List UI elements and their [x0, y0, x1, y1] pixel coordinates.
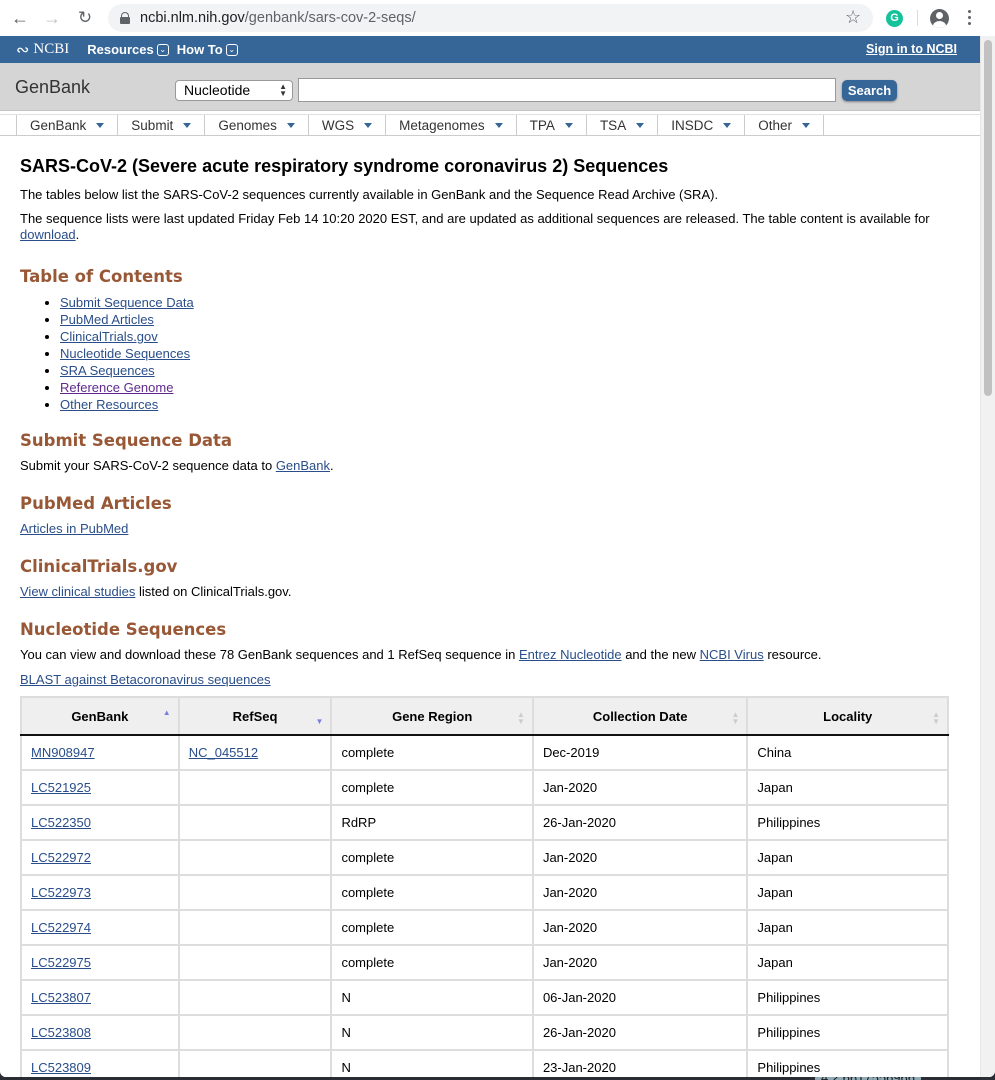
- sub-navigation: [0, 114, 980, 136]
- punctuation: .: [75, 227, 80, 242]
- table-cell-genbank: [21, 910, 179, 945]
- table-cell-gene-region: [331, 840, 533, 875]
- table-cell-gene-region: [331, 945, 533, 980]
- profile-avatar-icon[interactable]: [930, 9, 949, 28]
- main-content: [0, 156, 980, 1077]
- subnav-metagenomes[interactable]: [385, 115, 516, 135]
- more-menu-icon[interactable]: [968, 10, 972, 28]
- nucleotide-text: [20, 647, 960, 663]
- table-cell-collection-date: [533, 910, 747, 945]
- view-clinical-studies-link[interactable]: View clinical studies: [20, 584, 136, 599]
- table-row: [21, 980, 948, 1015]
- address-bar[interactable]: [108, 4, 873, 32]
- table-cell-genbank: [21, 945, 179, 980]
- ncbi-logo-text: NCBI: [33, 41, 70, 57]
- toc-link-sra[interactable]: SRA Sequences: [60, 363, 155, 378]
- subnav-tsa[interactable]: [586, 115, 657, 135]
- table-row: [21, 735, 948, 770]
- table-cell-locality: [747, 1050, 948, 1077]
- toc-link-submit[interactable]: Submit Sequence Data: [60, 295, 194, 310]
- collection-date-cell: Jan-2020: [542, 920, 598, 935]
- url-path: /genbank/sars-cov-2-seqs/: [244, 10, 416, 26]
- locality-cell: Japan: [757, 885, 793, 900]
- subnav-wgs[interactable]: [308, 115, 385, 135]
- genbank-accession-link[interactable]: LC523808: [31, 1025, 91, 1040]
- sort-both-icon: ▲ ▼: [731, 710, 740, 726]
- subnav-label: Submit: [131, 117, 174, 133]
- collection-date-cell: Jan-2020: [542, 780, 598, 795]
- database-select[interactable]: [175, 80, 293, 101]
- bookmark-star-icon[interactable]: ☆: [845, 7, 862, 27]
- subnav-label: GenBank: [30, 117, 87, 133]
- back-arrow-icon[interactable]: ←: [11, 8, 29, 28]
- locality-cell: Philippines: [757, 990, 821, 1005]
- locality-cell: Japan: [757, 780, 793, 795]
- sort-ascending-icon: ▲: [162, 708, 171, 717]
- table-cell-locality: [747, 805, 948, 840]
- subnav-label: WGS: [321, 117, 355, 133]
- clinicaltrials-heading: ClinicalTrials.gov: [20, 557, 178, 576]
- table-cell-collection-date: [533, 875, 747, 910]
- resources-menu-label: Resources: [87, 42, 154, 57]
- locality-cell: Japan: [757, 920, 793, 935]
- table-row: [21, 770, 948, 805]
- table-cell-locality: [747, 1015, 948, 1050]
- column-header-locality[interactable]: [747, 697, 948, 735]
- locality-cell: Philippines: [757, 815, 821, 830]
- gene-region-cell: N: [341, 1060, 351, 1075]
- dropdown-triangle-icon: [636, 123, 644, 128]
- table-cell-locality: [747, 735, 948, 770]
- pubmed-text: [20, 521, 960, 537]
- locality-cell: Japan: [757, 955, 793, 970]
- download-link[interactable]: download: [20, 227, 76, 242]
- intro-text: The tables below list the SARS-CoV-2 sequences currently available in GenBank and the Sequence Read Archive (SRA).: [20, 187, 719, 202]
- table-cell-collection-date: [533, 980, 747, 1015]
- punctuation: .: [330, 458, 334, 473]
- subnav-label: Metagenomes: [399, 117, 485, 133]
- dropdown-triangle-icon: [565, 123, 573, 128]
- column-label: Locality: [823, 708, 873, 724]
- table-cell-gene-region: [331, 1015, 533, 1050]
- lock-icon: [120, 12, 130, 24]
- toc-heading: Table of Contents: [20, 267, 183, 286]
- column-header-gene-region[interactable]: [331, 697, 533, 735]
- chevron-down-icon: ⌄: [226, 44, 238, 56]
- table-row: [21, 805, 948, 840]
- table-cell-refseq: [179, 840, 332, 875]
- table-cell-refseq: [179, 1015, 332, 1050]
- dropdown-triangle-icon: [183, 123, 191, 128]
- table-of-contents: [20, 294, 960, 413]
- table-cell-locality: [747, 770, 948, 805]
- subnav-insdc[interactable]: [657, 115, 744, 135]
- subnav-genomes[interactable]: [204, 115, 308, 135]
- subnav-tpa[interactable]: [516, 115, 586, 135]
- subnav-label: TSA: [599, 117, 627, 133]
- sign-in-link[interactable]: Sign in to NCBI: [866, 42, 957, 56]
- nucleotide-text-body: You can view and download these 78 GenBank sequences and 1 RefSeq sequence in: [20, 647, 519, 662]
- pubmed-heading: PubMed Articles: [20, 494, 172, 513]
- chevron-down-icon: ⌄: [157, 44, 169, 56]
- how-to-menu-label: How To: [176, 42, 223, 57]
- url-host: ncbi.nlm.nih.gov: [140, 10, 245, 26]
- subnav-other[interactable]: [744, 115, 824, 135]
- submit-text-body: Submit your SARS-CoV-2 sequence data to: [20, 458, 276, 473]
- toc-item: [60, 328, 960, 345]
- subnav-submit[interactable]: [117, 115, 204, 135]
- table-cell-locality: [747, 945, 948, 980]
- dropdown-triangle-icon: [495, 123, 503, 128]
- database-title: GenBank: [15, 77, 91, 97]
- locality-cell: China: [757, 745, 792, 760]
- genbank-accession-link[interactable]: LC523807: [31, 990, 91, 1005]
- genbank-accession-link[interactable]: LC522350: [31, 815, 91, 830]
- dropdown-triangle-icon: [96, 123, 104, 128]
- table-row: [21, 1015, 948, 1050]
- table-cell-collection-date: [533, 1050, 747, 1077]
- dropdown-triangle-icon: [802, 123, 810, 128]
- toc-link-pubmed[interactable]: PubMed Articles: [60, 312, 154, 327]
- toc-item: [60, 345, 960, 362]
- scrollbar-thumb[interactable]: [984, 40, 992, 396]
- table-cell-refseq: [179, 770, 332, 805]
- updated-text-body: The sequence lists were last updated Friday Feb 14 10:20 2020 EST, and are updated as additional sequences are released. The table content is available for: [20, 211, 930, 226]
- table-cell-gene-region: [331, 1050, 533, 1077]
- submit-text: [20, 458, 960, 474]
- genbank-accession-link[interactable]: LC522973: [31, 885, 91, 900]
- table-cell-genbank: [21, 1050, 179, 1077]
- subnav-label: Genomes: [218, 117, 277, 133]
- how-to-menu[interactable]: [177, 42, 238, 57]
- genbank-accession-link[interactable]: LC523809: [31, 1060, 91, 1075]
- table-cell-refseq: [179, 735, 332, 770]
- genbank-link[interactable]: GenBank: [275, 458, 331, 473]
- table-cell-locality: [747, 910, 948, 945]
- table-cell-genbank: [21, 980, 179, 1015]
- clinicaltrials-text-body: listed on ClinicalTrials.gov.: [135, 584, 292, 599]
- table-cell-genbank: [21, 840, 179, 875]
- reload-icon[interactable]: ↻: [77, 8, 93, 27]
- column-header-collection-date[interactable]: [533, 697, 747, 735]
- locality-cell: Japan: [757, 850, 793, 865]
- gene-region-cell: complete: [341, 780, 395, 795]
- table-cell-gene-region: [331, 770, 533, 805]
- subnav-label: INSDC: [671, 117, 714, 133]
- table-cell-collection-date: [533, 1015, 747, 1050]
- genbank-accession-link[interactable]: LC522972: [31, 850, 91, 865]
- subnav-label: TPA: [529, 117, 555, 133]
- table-cell-genbank: [21, 805, 179, 840]
- ncbi-header-bar: [0, 36, 980, 63]
- vertical-scrollbar[interactable]: [980, 36, 995, 1077]
- collection-date-cell: 26-Jan-2020: [542, 815, 616, 830]
- table-cell-refseq: [179, 910, 332, 945]
- toc-link-clinicaltrials[interactable]: ClinicalTrials.gov: [60, 329, 158, 344]
- table-row: [21, 910, 948, 945]
- table-cell-locality: [747, 840, 948, 875]
- table-cell-collection-date: [533, 770, 747, 805]
- forward-arrow-icon[interactable]: →: [43, 8, 61, 28]
- blast-text: [20, 672, 960, 688]
- gene-region-cell: N: [341, 1025, 351, 1040]
- submit-heading: Submit Sequence Data: [20, 431, 233, 450]
- genbank-accession-link[interactable]: LC522974: [31, 920, 91, 935]
- locality-cell: Philippines: [757, 1060, 821, 1075]
- genbank-accession-link[interactable]: LC522975: [31, 955, 91, 970]
- toc-item: [60, 379, 960, 396]
- table-cell-refseq: [179, 945, 332, 980]
- table-cell-gene-region: [331, 980, 533, 1015]
- column-header-genbank[interactable]: [21, 697, 179, 735]
- ncbi-logo[interactable]: [16, 40, 69, 59]
- table-header-row: [21, 697, 948, 735]
- table-row: [21, 1050, 948, 1077]
- table-cell-refseq: [179, 1050, 332, 1077]
- column-label: RefSeq: [232, 708, 278, 724]
- search-input[interactable]: [298, 78, 836, 102]
- locality-cell: Philippines: [757, 1025, 821, 1040]
- table-cell-gene-region: [331, 875, 533, 910]
- sort-descending-icon: ▼: [315, 717, 324, 726]
- toolbar-divider: [917, 10, 918, 26]
- sequence-table: [20, 696, 949, 1077]
- collection-date-cell: 06-Jan-2020: [542, 990, 616, 1005]
- collection-date-cell: Dec-2019: [542, 745, 600, 760]
- table-cell-collection-date: [533, 945, 747, 980]
- select-arrows-icon: ▲ ▼: [279, 82, 287, 98]
- sort-both-icon: ▲ ▼: [932, 710, 940, 726]
- browser-toolbar: [0, 0, 995, 36]
- table-body: [21, 735, 948, 1077]
- sort-both-icon: ▲ ▼: [517, 710, 525, 726]
- toc-item: [60, 294, 960, 311]
- table-row: [21, 840, 948, 875]
- toc-link-reference-genome[interactable]: Reference Genome: [60, 380, 174, 395]
- table-cell-refseq: [179, 980, 332, 1015]
- dropdown-triangle-icon: [364, 123, 372, 128]
- table-row: [21, 875, 948, 910]
- gene-region-cell: N: [341, 990, 351, 1005]
- toc-link-other-resources[interactable]: Other Resources: [60, 397, 159, 412]
- subnav-genbank[interactable]: [16, 115, 117, 135]
- table-cell-genbank: [21, 770, 179, 805]
- gene-region-cell: complete: [341, 745, 395, 760]
- table-cell-collection-date: [533, 840, 747, 875]
- gene-region-cell: RdRP: [341, 815, 377, 830]
- blast-link[interactable]: BLAST against Betacoronavirus sequences: [20, 672, 271, 687]
- table-cell-collection-date: [533, 735, 747, 770]
- genbank-accession-link[interactable]: MN908947: [31, 745, 95, 760]
- genbank-accession-link[interactable]: LC521925: [31, 780, 91, 795]
- column-label: Gene Region: [392, 708, 473, 724]
- gene-region-cell: complete: [341, 920, 395, 935]
- dropdown-triangle-icon: [723, 123, 731, 128]
- table-cell-gene-region: [331, 735, 533, 770]
- table-cell-genbank: [21, 875, 179, 910]
- table-cell-genbank: [21, 735, 179, 770]
- dropdown-triangle-icon: [287, 123, 295, 128]
- table-cell-collection-date: [533, 805, 747, 840]
- table-cell-gene-region: [331, 910, 533, 945]
- table-cell-locality: [747, 980, 948, 1015]
- grammarly-extension-icon[interactable]: G: [886, 10, 903, 27]
- toc-item: [60, 362, 960, 379]
- subnav-label: Other: [758, 117, 792, 133]
- table-cell-refseq: [179, 875, 332, 910]
- gene-region-cell: complete: [341, 955, 395, 970]
- toc-item: [60, 396, 960, 413]
- toc-link-nucleotide[interactable]: Nucleotide Sequences: [60, 346, 191, 361]
- collection-date-cell: 23-Jan-2020: [542, 1060, 616, 1075]
- collection-date-cell: 26-Jan-2020: [542, 1025, 616, 1040]
- table-cell-gene-region: [331, 805, 533, 840]
- ncbi-virus-link[interactable]: NCBI Virus: [699, 647, 764, 662]
- toc-item: [60, 311, 960, 328]
- column-label: GenBank: [71, 708, 129, 724]
- articles-in-pubmed-link[interactable]: Articles in PubMed: [20, 521, 129, 536]
- gene-region-cell: complete: [341, 885, 395, 900]
- entrez-nucleotide-link[interactable]: Entrez Nucleotide: [518, 647, 622, 662]
- page-title: SARS-CoV-2 (Severe acute respiratory syndrome coronavirus 2) Sequences: [20, 156, 669, 176]
- updated-text: [20, 211, 960, 243]
- nucleotide-text-body: resource.: [763, 647, 822, 662]
- collection-date-cell: Jan-2020: [542, 955, 598, 970]
- ncbi-helix-icon: ∾: [16, 40, 30, 59]
- table-cell-locality: [747, 875, 948, 910]
- search-bar: [0, 63, 980, 111]
- search-button[interactable]: Search: [842, 80, 897, 101]
- nucleotide-text-body: and the new: [621, 647, 700, 662]
- table-cell-refseq: [179, 805, 332, 840]
- page-viewport: [0, 36, 980, 1077]
- nucleotide-heading: Nucleotide Sequences: [20, 620, 227, 639]
- resources-menu[interactable]: [87, 42, 168, 57]
- table-row: [21, 945, 948, 980]
- refseq-accession-link[interactable]: NC_045512: [188, 745, 259, 760]
- clinicaltrials-text: [20, 584, 960, 600]
- gene-region-cell: complete: [341, 850, 395, 865]
- collection-date-cell: Jan-2020: [542, 885, 598, 900]
- column-label: Collection Date: [592, 708, 688, 724]
- collection-date-cell: Jan-2020: [542, 850, 598, 865]
- column-header-refseq[interactable]: [179, 697, 332, 735]
- database-select-value: Nucleotide: [184, 82, 251, 98]
- table-cell-genbank: [21, 1015, 179, 1050]
